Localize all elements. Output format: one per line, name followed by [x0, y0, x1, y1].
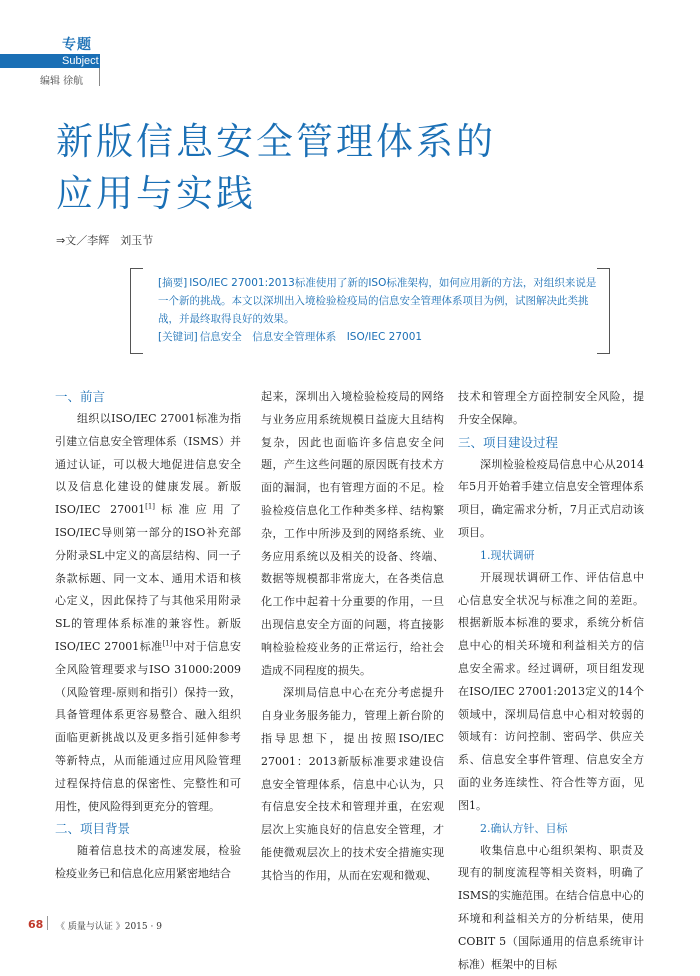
- section-heading: 一、前言: [55, 389, 106, 404]
- title-line-2: 应用与实践: [56, 172, 256, 215]
- journal-info: 《 质量与认证 》2015 · 9: [56, 922, 162, 932]
- paragraph: 深圳检验检疫局信息中心从2014年5月开始着手建立信息安全管理体系项目，确定需求分析，7月正式启动该项目。: [458, 457, 644, 539]
- subsection-heading: 2.确认方针、目标: [480, 821, 568, 835]
- citation-ref: [1]: [145, 502, 156, 511]
- paragraph: 收集信息中心组织架构、职责及现有的制度流程等相关资料，明确了ISMS的实施范围。在结合信息中心的环境和利益相关方的分析结果，使用COBIT 5（国际通用的信息系统审计标准）框架中的目标: [458, 843, 644, 971]
- keywords-label: [关键词]: [158, 331, 198, 343]
- body-column-3: [458, 386, 644, 976]
- abstract-content: [140, 274, 604, 346]
- section-heading: 二、项目背景: [55, 821, 131, 837]
- abstract-text: ISO/IEC 27001:2013标准使用了新的ISO标准架构，如何应用新的方法，对组织来说是一个新的挑战。本文以深圳出入境检验检疫局的信息安全管理体系项目为例，试图解决此类挑战，并最终取得良好的效果。: [158, 277, 597, 325]
- footer-divider: [47, 916, 48, 930]
- article-title: [56, 116, 656, 220]
- keywords-text: 信息安全 信息安全管理体系 ISO/IEC 27001: [199, 331, 423, 343]
- page-number: 68: [28, 918, 44, 931]
- paragraph-text: 标准应用了ISO/IEC导则第一部分的ISO补充部分附录SL中定义的高层结构、同一子条款标题、同一文本、通用术语和核心定义，因此保持了与其他采用附录SL的管理体系标准的兼容性。新版ISO/IEC 27001标准: [55, 503, 242, 653]
- paragraph-text: 组织以ISO/IEC 27001标准为指引建立信息安全管理体系（ISMS）并通过认证，可以极大地促进信息安全以及信息化建设的健康发展。新版ISO/IEC 27001: [55, 412, 241, 517]
- column-subtitle: Subject: [62, 55, 99, 67]
- paragraph: 深圳局信息中心在充分考虑提升自身业务服务能力，管理上新台阶的指导思想下，提出按照ISO/IEC 27001：2013新版标准要求建设信息安全管理体系，信息中心认为，只有信息安全技术和管理并重，在宏观层次上实施良好的信息安全管理，才能使微观层次上的技术安全措施实现其恰当的作用，从而在宏观和微观、: [261, 686, 444, 882]
- body-column-1: [55, 386, 241, 886]
- citation-ref: [1]: [162, 639, 173, 648]
- paragraph-continued: 起来，深圳出入境检验检疫局的网络与业务应用系统规模日益庞大且结构复杂，因此也面临许多信息安全问题，产生这些问题的原因既有技术方面的漏洞，也有管理方面的不足。检验检疫信息化工作种类多样、结构繁杂，工作中所涉及到的网络系统、业务应用系统以及相关的设备、终端、数据等规模都非常庞大，在各类信息化工作中起着十分重要的作用，一旦出现信息安全方面的问题，将直接影响检验检疫业务的正常运行，给社会造成不同程度的损失。: [261, 390, 444, 677]
- body-column-2: [261, 386, 444, 888]
- author-line: ⇒文／李辉 刘玉节: [56, 234, 154, 247]
- subsection-heading: 1.现状调研: [480, 548, 535, 562]
- paragraph: 开展现状调研工作、评估信息中心信息安全状况与标准之间的差距。根据新版本标准的要求，系统分析信息中心的相关环境和利益相关方的信息安全需求。经过调研，项目组发现在ISO/IEC 27001:2013定义的14个领域中，深圳局信息中心相对较弱的领域有：访问控制、密码学、供应关系、信息安全事件管理、信息安全方面的业务连续性、符合性等方面，见图1。: [458, 570, 644, 812]
- paragraph: [55, 408, 241, 818]
- column-label: 专题: [62, 37, 92, 53]
- section-heading: 三、项目建设过程: [458, 434, 559, 450]
- title-line-1: 新版信息安全管理体系的: [56, 120, 496, 163]
- paragraph-text: 中对于信息安全风险管理要求与ISO 31000:2009（风险管理-原则和指引）保持一致，具备管理体系更容易整合、融入组织面临更新挑战以及更多指引延伸参考等新特点，从而能通过应用风险管理过程保持信息的保密性、完整性和可用性，使风险得到更充分的管理。: [55, 639, 241, 813]
- paragraph-continued: 技术和管理全方面控制安全风险，提升安全保障。: [458, 390, 644, 426]
- editor-credit: 编辑 徐航: [40, 76, 84, 87]
- paragraph: 随着信息技术的高速发展，检验检疫业务已和信息化应用紧密地结合: [55, 844, 241, 881]
- abstract-box: [130, 268, 610, 358]
- abstract-label: [摘要]: [158, 277, 188, 289]
- header-divider: [99, 68, 100, 86]
